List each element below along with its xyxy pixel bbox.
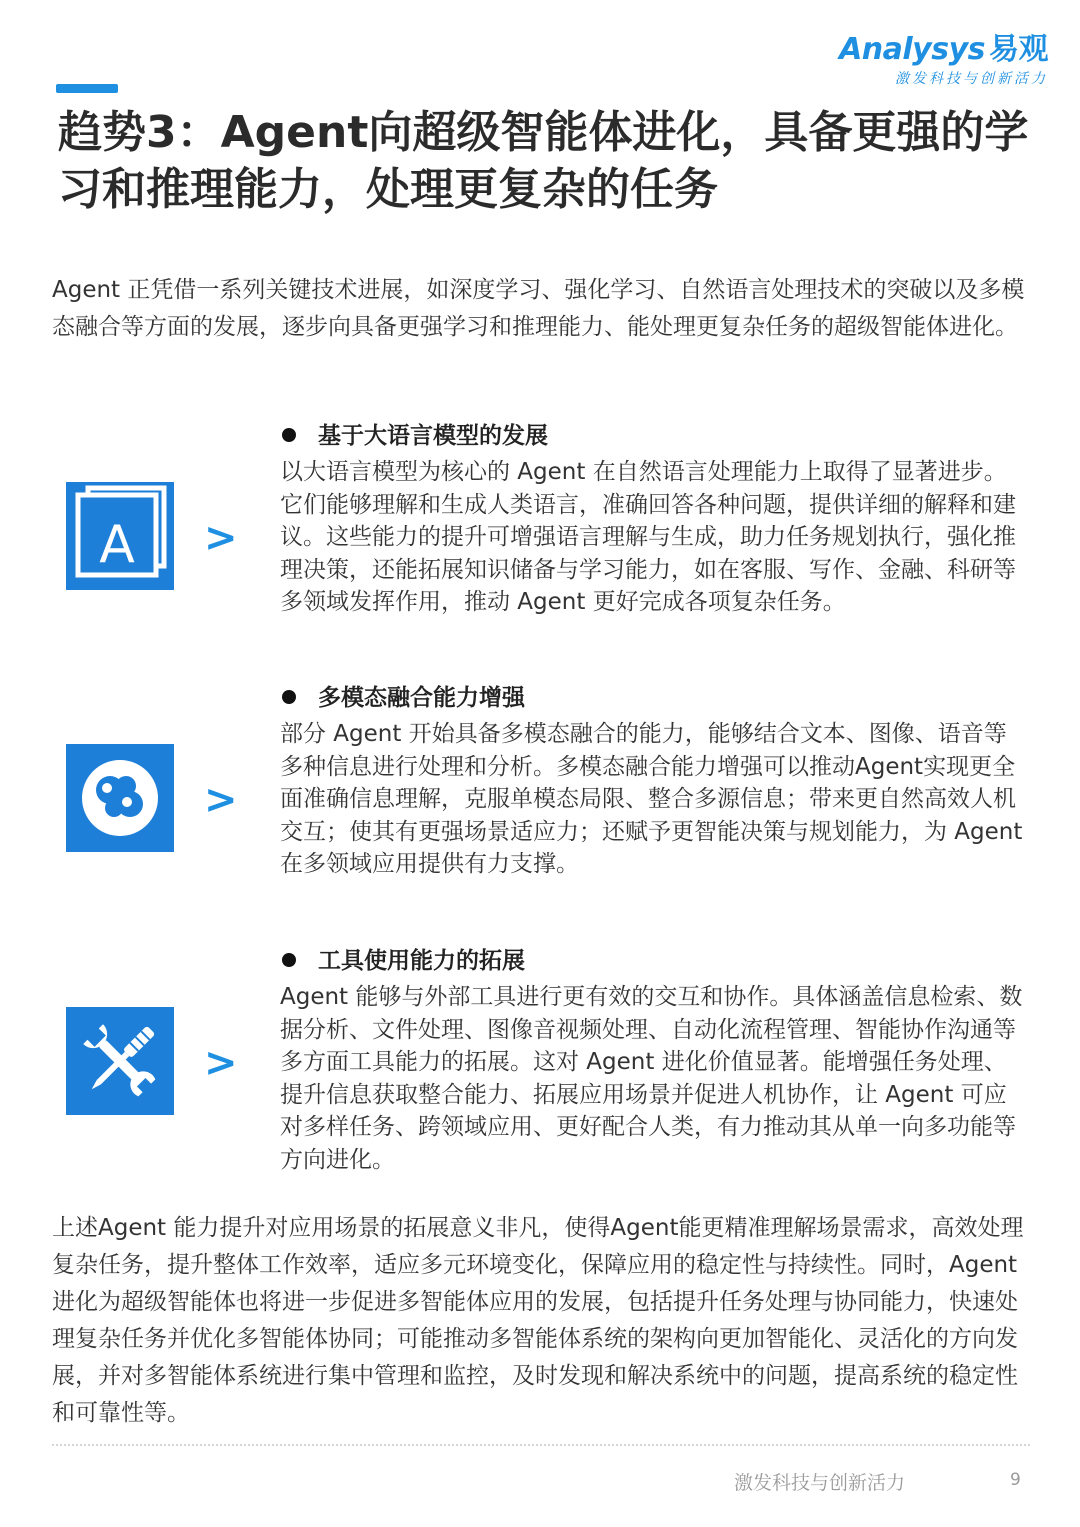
brand-logo — [808, 24, 1048, 94]
section-arrow: > — [204, 777, 238, 823]
section-arrow: > — [204, 515, 238, 561]
logo-slogan: 激发科技与创新活力 — [895, 71, 1048, 87]
bullet-dot — [282, 690, 296, 704]
section-heading — [282, 945, 525, 977]
multimodal-circles-icon — [66, 744, 174, 852]
section-heading-text: 基于大语言模型的发展 — [318, 423, 548, 449]
bullet-dot — [282, 428, 296, 442]
section-body: 部分 Agent 开始具备多模态融合的能力，能够结合文本、图像、语音等多种信息进行处理和分析。多模态融合能力增强可以推动Agent实现更全面准确信息理解，克服单模态局限、整合多源信息；带来更自然高效人机交互；使其有更强场景适应力；还赋予更智能决策与规划能力，为 Agent 在多领域应用提供有力支撑。 — [280, 721, 1023, 878]
section-body: 以大语言模型为核心的 Agent 在自然语言处理能力上取得了显著进步。它们能够理解和生成人类语言，准确回答各种问题，提供详细的解释和建议。这些能力的提升可增强语言理解与生成，助力任务规划执行，强化推理决策，还能拓展知识储备与学习能力，如在客服、写作、金融、科研等多领域发挥作用，推动 Agent 更好完成各项复杂任务。 — [280, 459, 1016, 616]
page-number: 9 — [1010, 1470, 1021, 1490]
logo-text: Analysys — [839, 32, 985, 67]
intro-paragraph: Agent 正凭借一系列关键技术进展，如深度学习、强化学习、自然语言处理技术的突破以及多模态融合等方面的发展，逐步向具备更强学习和推理能力、能处理更复杂任务的超级智能体进化。 — [52, 277, 1025, 340]
title-accent-bar — [56, 84, 118, 93]
section-heading — [282, 682, 525, 714]
svg-text:A: A — [99, 515, 135, 575]
tools-icon — [66, 1007, 174, 1115]
section-heading-text: 多模态融合能力增强 — [318, 685, 525, 711]
section-heading — [282, 420, 548, 452]
footer-slogan: 激发科技与创新活力 — [734, 1472, 906, 1494]
page-title: 趋势3：Agent向超级智能体进化，具备更强的学习和推理能力，处理更复杂的任务 — [58, 107, 1029, 215]
letter-a-icon — [66, 482, 174, 590]
logo-cn-text: 易观 — [989, 32, 1048, 67]
section-body: Agent 能够与外部工具进行更有效的交互和协作。具体涵盖信息检索、数据分析、文件处理、图像音视频处理、自动化流程管理、智能协作沟通等多方面工具能力的拓展。这对 Agent 进化价值显著。能增强任务处理、提升信息获取整合能力、拓展应用场景并促进人机协作，让 Agent 可应对多样任务、跨领域应用、更好配合人类，有力推动其从单一向多功能等方向进化。 — [280, 984, 1023, 1173]
conclusion-paragraph: 上述Agent 能力提升对应用场景的拓展意义非凡，使得Agent能更精准理解场景需求，高效处理复杂任务，提升整体工作效率，适应多元环境变化，保障应用的稳定性与持续性。同时，Agent 进化为超级智能体也将进一步促进多智能体应用的发展，包括提升任务处理与协同能力，快速处理复杂任务并优化多智能体协同；可能推动多智能体系统的架构向更加智能化、灵活化的方向发展，并对多智能体系统进行集中管理和监控，及时发现和解决系统中的问题，提高系统的稳定性和可靠性等。 — [52, 1215, 1024, 1426]
footer-divider — [52, 1444, 1030, 1446]
section-heading-text: 工具使用能力的拓展 — [318, 948, 525, 974]
section-arrow: > — [204, 1040, 238, 1086]
bullet-dot — [282, 953, 296, 967]
logo-wordmark — [839, 24, 1048, 68]
